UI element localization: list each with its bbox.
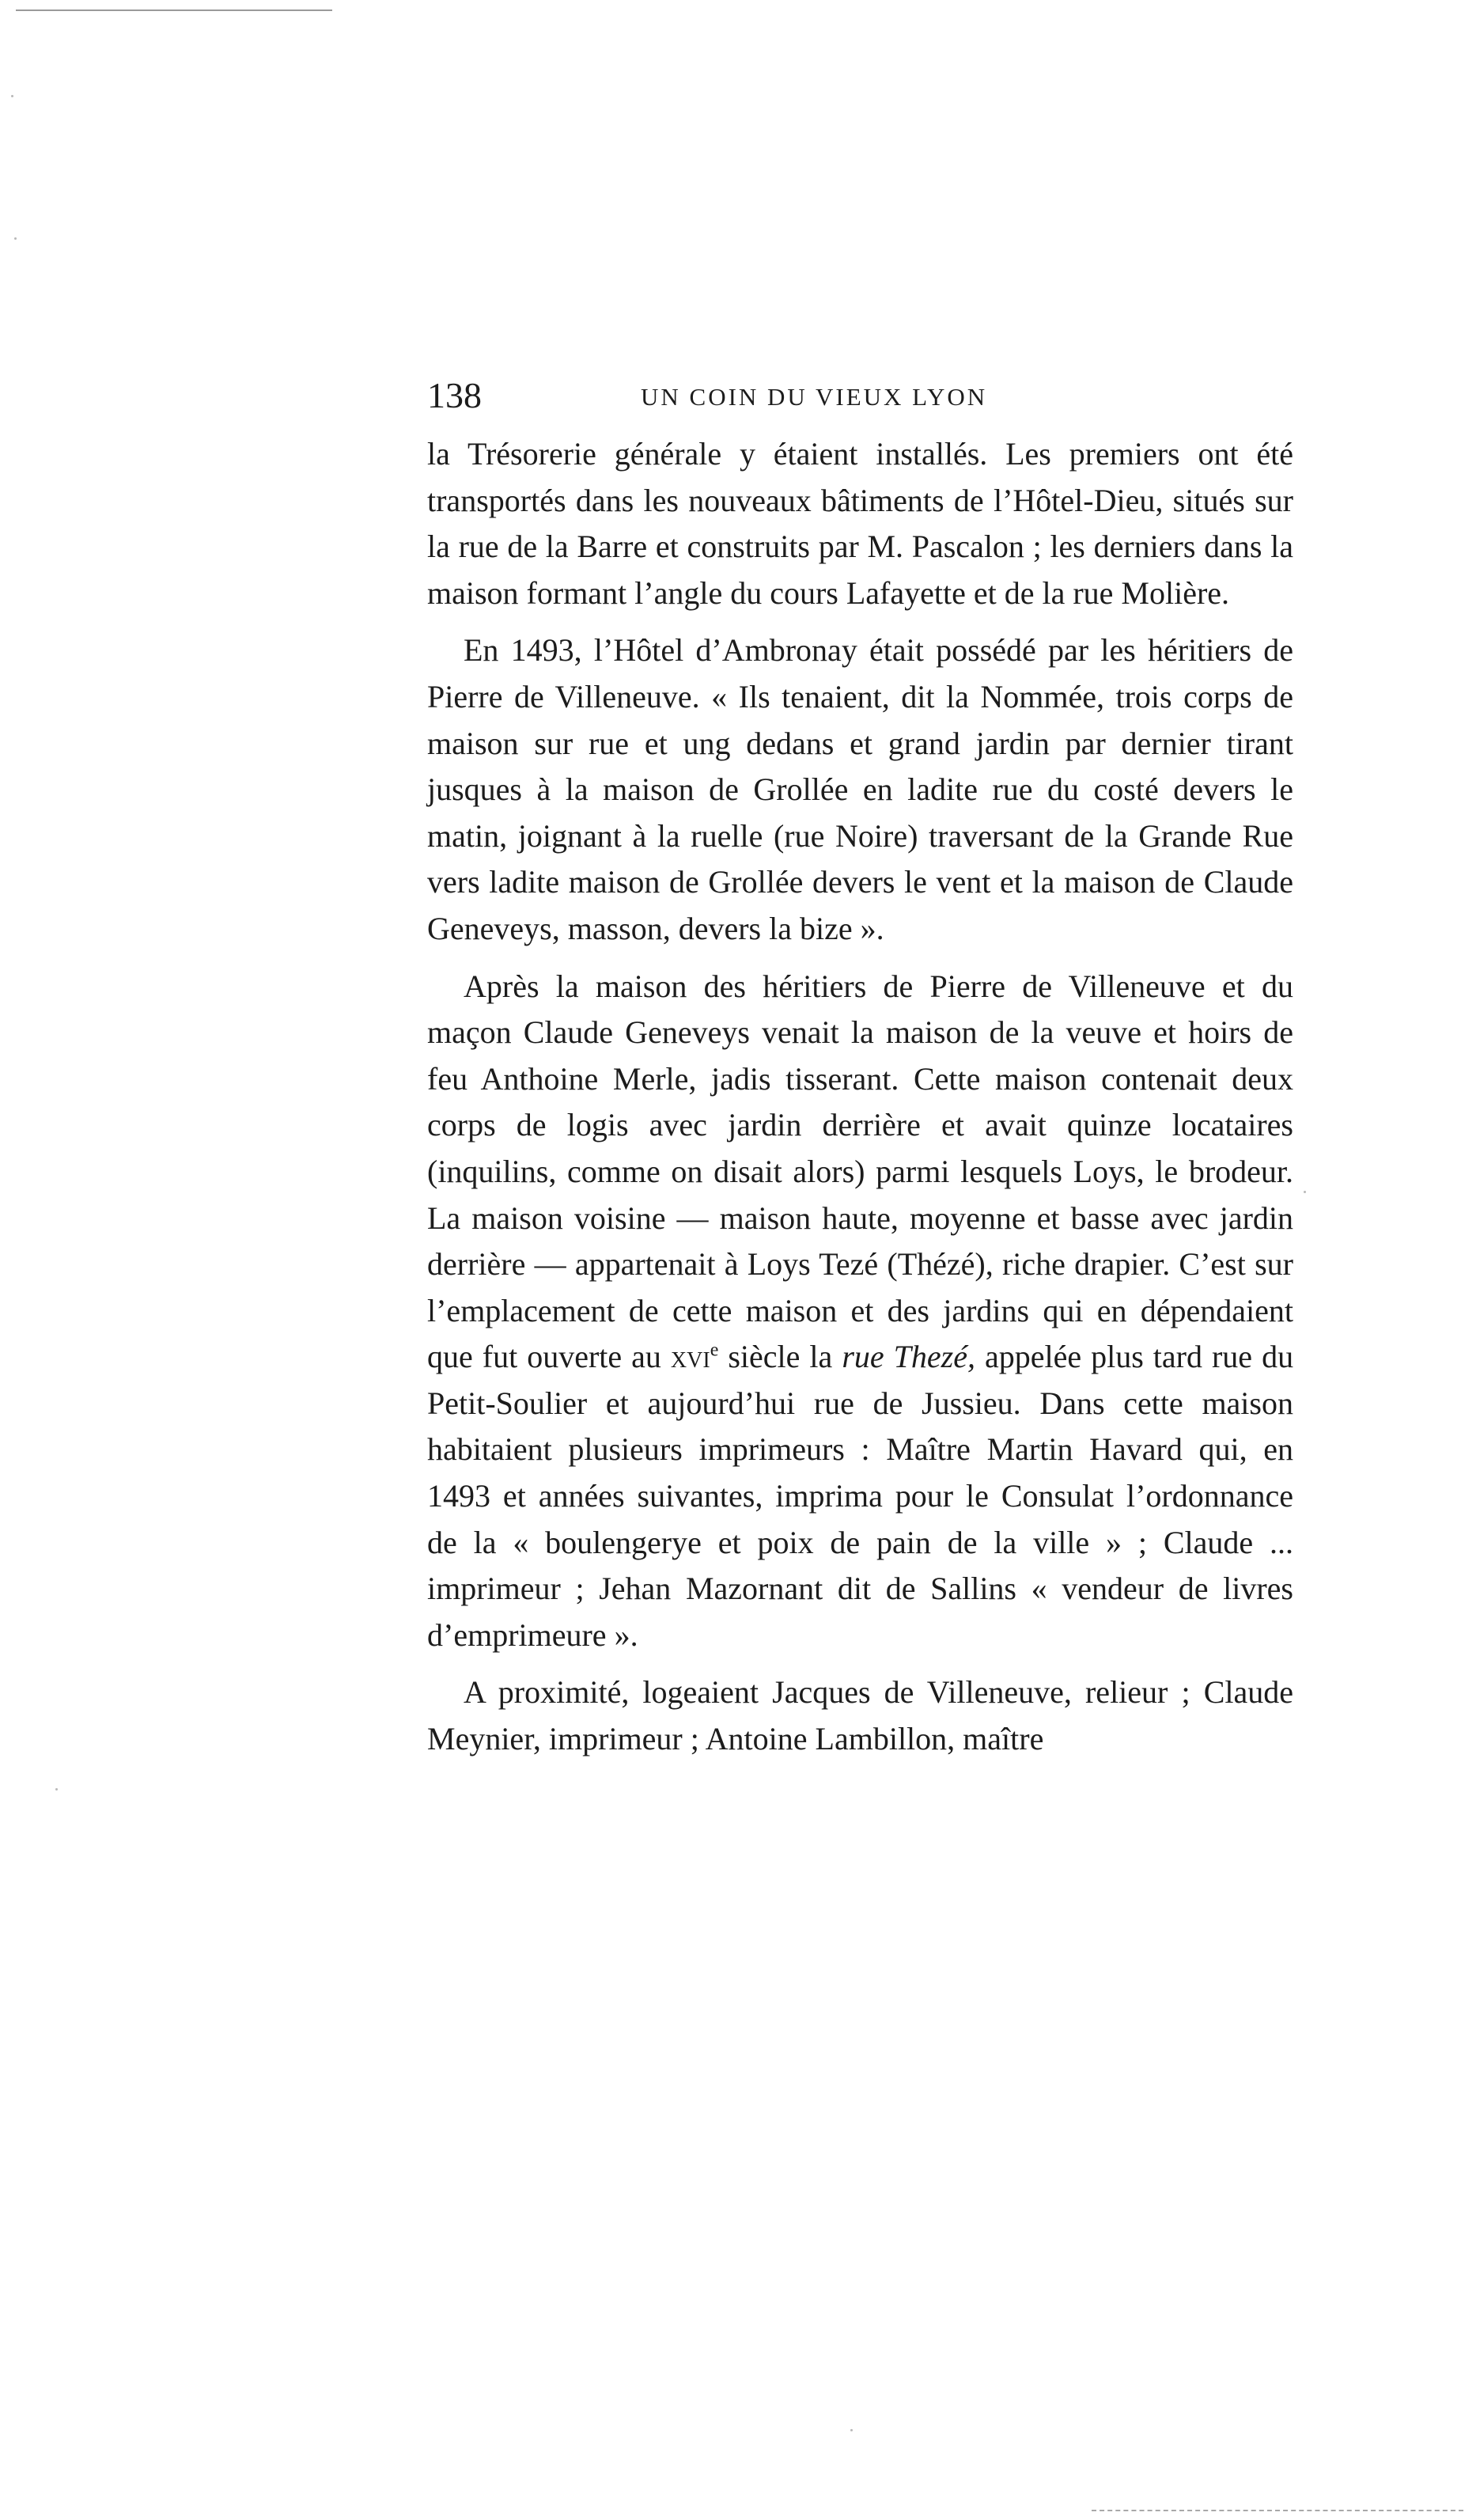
street-name-italic: rue Thezé, [842, 1339, 975, 1375]
scan-speck [55, 1788, 58, 1791]
scan-edge-rule [1092, 2510, 1463, 2511]
paragraph-3-text-mid: siècle la [728, 1339, 833, 1375]
paragraph-1: la Trésorerie générale y étaient installés. Les premiers ont été transportés dans les nouveaux bâtiments de l’Hôtel-Dieu, situés sur la rue de la Barre et construits par M. Pascalon ; les derniers dans la maison formant l’angle du cours Lafayette et de la rue Molière. [427, 436, 1293, 611]
century-numeral: xvi [670, 1339, 710, 1375]
paragraph-3-text-before-century: Après la maison des héritiers de Pierre de Villeneuve et du maçon Claude Geneveys venait la maison de la veuve et hoirs de feu Anthoine Merle, jadis tisserant. Cette maison contenait deux corps de logis avec jardin derrière et avait quinze locataires (inquilins, comme on disait alors) parmi lesquels Loys, le brodeur. La maison voisine — maison haute, moyenne et basse avec jardin derrière — appartenait à Loys Tezé (Thézé), riche drapier. C’est sur l’emplacement de cette maison et des jardins qui en dépendaient que fut ouverte au [427, 968, 1293, 1375]
scan-speck [850, 2429, 853, 2431]
scan-edge-rule [16, 9, 332, 11]
paragraph-2: En 1493, l’Hôtel d’Ambronay était possédé par les héritiers de Pierre de Villeneuve. « Ils tenaient, dit la Nommée, trois corps de maison sur rue et ung dedans et grand jardin par dernier tirant jusques à la maison de Grollée en ladite rue du costé devers le matin, joignant à la ruelle (rue Noire) traversant de la Grande Rue vers ladite maison de Grollée devers le vent et la maison de Claude Geneveys, masson, devers la bize ». [427, 632, 1293, 946]
body-text [427, 431, 1293, 1763]
century-superscript: e [710, 1340, 719, 1361]
page-number: 138 [427, 375, 482, 415]
scan-speck [14, 237, 17, 240]
paragraph-3-text-after: appelée plus tard rue du Petit-Soulier et aujourd’hui rue de Jussieu. Dans cette maison habitaient plusieurs imprimeurs : Maître Martin Havard qui, en 1493 et années suivantes, imprima pour le Consulat l’ordonnance de la « boulengerye et poix de pain de la ville » ; Claude ... imprimeur ; Jehan Mazornant dit de Sallins « vendeur de livres d’emprimeure ». [427, 1339, 1294, 1653]
paragraph-4: A proximité, logeaient Jacques de Villeneuve, relieur ; Claude Meynier, imprimeur ; Antoine Lambillon, maître [427, 1674, 1293, 1757]
scan-speck [11, 95, 13, 97]
scan-speck [1304, 1191, 1306, 1193]
paragraph-3 [427, 964, 1293, 1659]
running-title: UN COIN DU VIEUX LYON [641, 383, 988, 411]
page-header [427, 372, 1293, 419]
